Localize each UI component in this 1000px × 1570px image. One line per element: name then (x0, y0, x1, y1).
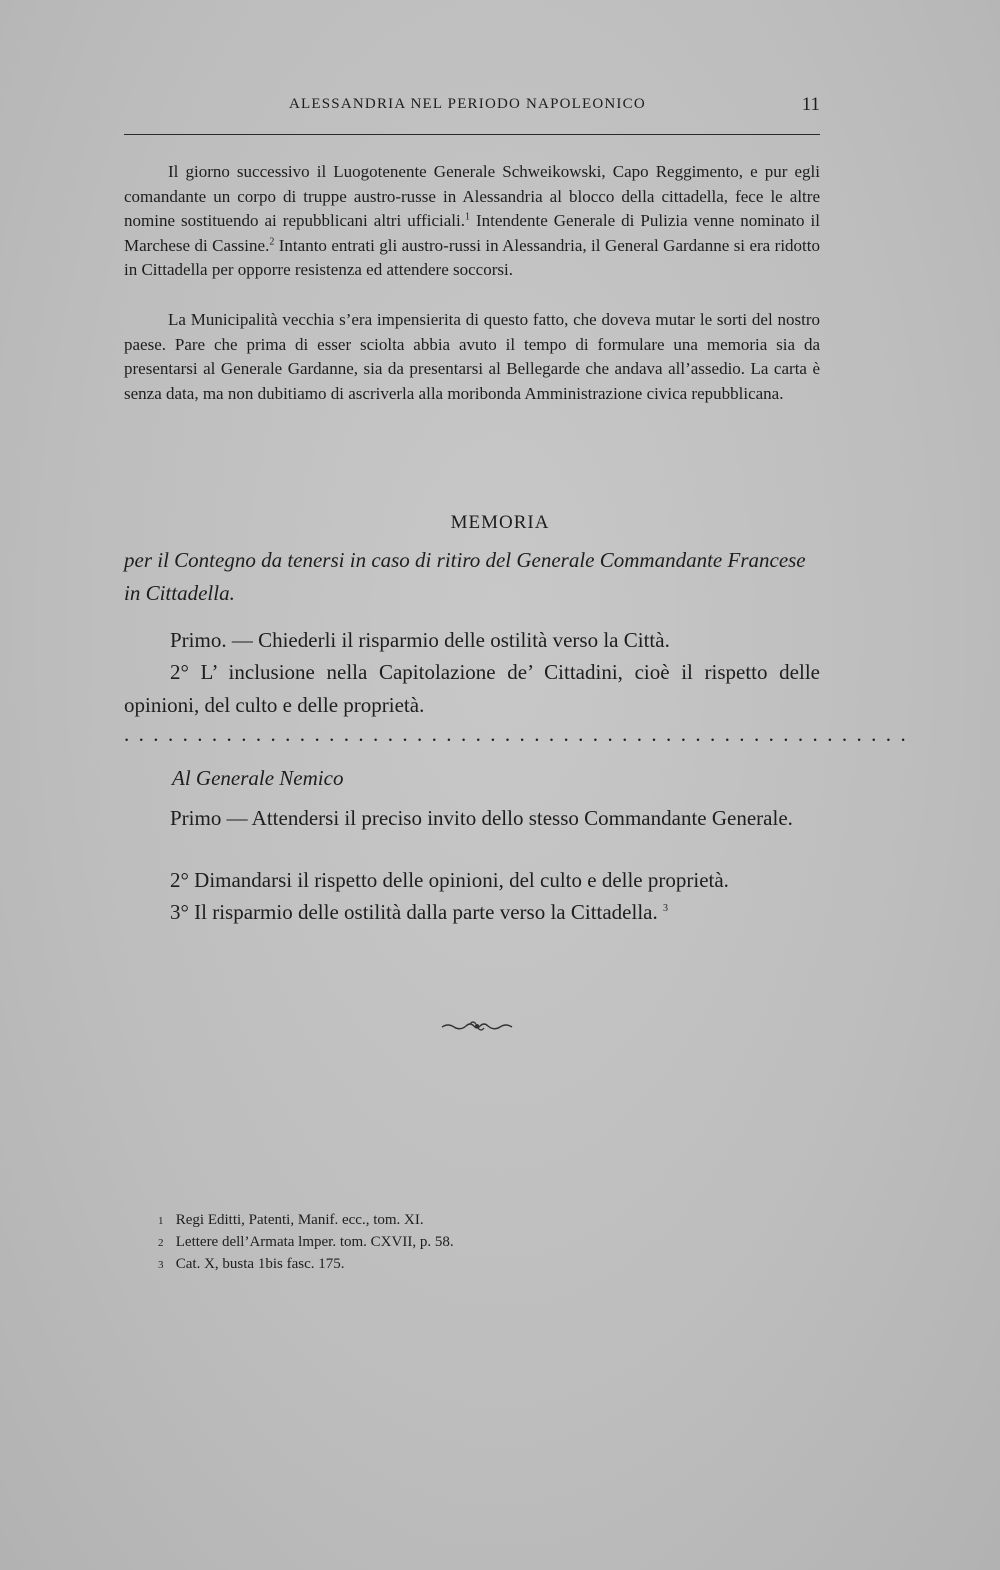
paragraph-1-part-3: Intanto entrati gli austro-russi in Alessandria, il General Gardanne si era ridotto in Cittadella per opporre resistenza ed attendere soccorsi. (124, 235, 821, 280)
memoria-title: MEMORIA (450, 512, 550, 533)
footnote-number: 3 (158, 1259, 164, 1271)
al-generale-item-3-text: 3° Il risparmio delle ostilità dalla parte verso la Cittadella. (170, 900, 658, 924)
page-number: 11 (801, 94, 820, 115)
footnote-number: 1 (158, 1215, 164, 1227)
footnote-ref-1: 1 (464, 211, 470, 223)
footnote-number: 2 (158, 1237, 164, 1249)
memoria-subtitle: per il Contegno da tenersi in caso di ritiro del Generale Commandante Francese in Cittadella. (124, 548, 806, 605)
footnote-text: Cat. X, busta 1bis fasc. 175. (175, 1256, 345, 1272)
paragraph-1 (124, 160, 820, 283)
footnote-1 (158, 1210, 658, 1232)
memoria-item-2: 2° L’ inclusione nella Capitolazione de’ Cittadini, cioè il rispetto delle opinioni, del culto e delle proprietà. (124, 660, 820, 717)
page-header (124, 96, 820, 122)
footnote-2 (158, 1232, 658, 1254)
footnote-text: Regi Editti, Patenti, Manif. ecc., tom. XI. (175, 1212, 424, 1228)
memoria-item-1: Primo. — Chiederli il risparmio delle ostilità verso la Città. (170, 628, 670, 652)
al-generale-item-1: Primo — Attendersi il preciso invito dello stesso Commandante Generale. (170, 806, 793, 830)
al-generale-item-3 (124, 896, 820, 929)
ellipsis-line: ...................................................... (124, 722, 916, 746)
footnote-text: Lettere dell’Armata lmper. tom. CXVII, p. 58. (175, 1234, 454, 1250)
footnote-3 (158, 1254, 658, 1276)
al-generale-item-2: 2° Dimandarsi il rispetto delle opinioni, del culto e delle proprietà. (170, 868, 729, 892)
running-title: ALESSANDRIA NEL PERIODO NAPOLEONICO (289, 96, 646, 112)
paragraph-1-part-1: Il giorno successivo il Luogotenente Generale Schweikowski, Capo Reggimento, e pur egli comandante un corpo di truppe austro-russe in Alessandria al blocco della cittadella, fece le altre nomine sostituendo ai repubblicani altri ufficiali. (124, 162, 820, 231)
al-generale-heading: Al Generale Nemico (172, 766, 344, 790)
footnote-ref-2: 2 (269, 236, 275, 248)
header-rule (124, 134, 820, 135)
paragraph-1-part-2: Intendente Generale di Pulizia venne nominato il Marchese di Cassine. (124, 211, 820, 255)
ornament-icon (440, 1018, 514, 1034)
footnotes (158, 1210, 658, 1276)
footnote-ref-3: 3 (663, 903, 668, 914)
paragraph-2: La Municipalità vecchia s’era impensierita di questo fatto, che doveva mutar le sorti del nostro paese. Pare che prima di esser sciolta abbia avuto il tempo di formulare una memoria sia da presentarsi al Generale Gardanne, sia da presentarsi al Bellegarde che andava all’assedio. La carta è senza data, ma non dubitiamo di ascriverla alla moribonda Amministrazione civica repubblicana. (124, 310, 820, 403)
